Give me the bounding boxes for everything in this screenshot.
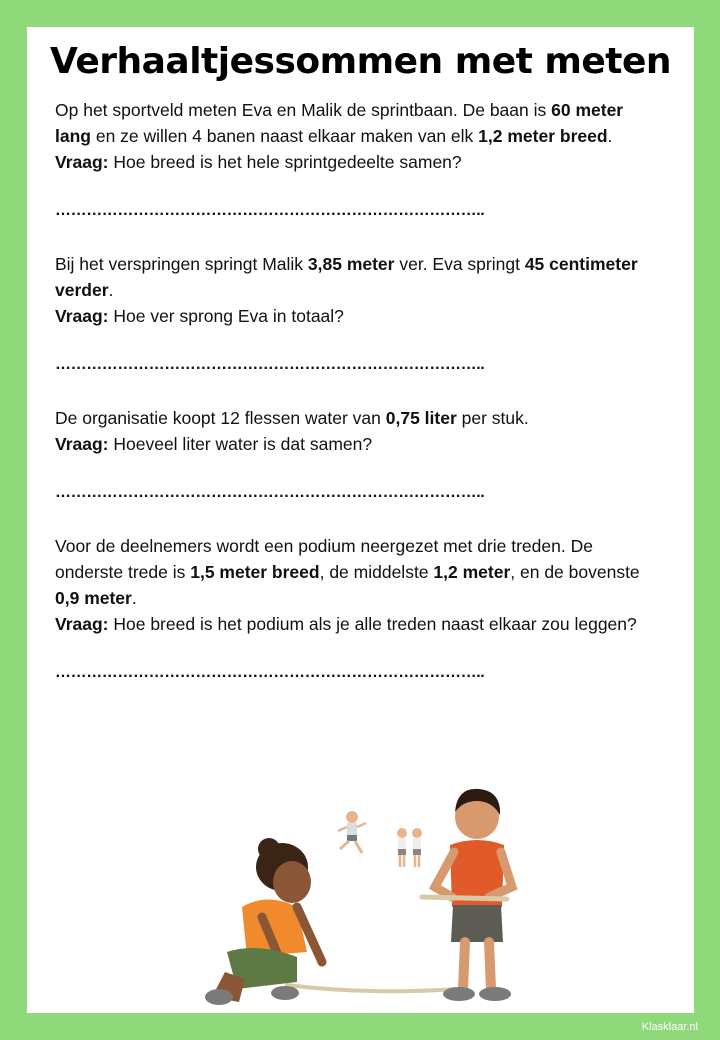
question-prompt: Vraag: Hoe ver sprong Eva in totaal?	[55, 306, 344, 326]
answer-line[interactable]: ………………………………………………………………………..	[55, 356, 485, 373]
brand-label: Klasklaar.nl	[641, 1021, 698, 1033]
page-title: Verhaaltjessommen met meten	[49, 41, 672, 82]
questions-list	[55, 97, 645, 683]
question-text: Bij het verspringen springt Malik 3,85 meter ver. Eva springt 45 centimeter verder.	[55, 254, 638, 300]
children-measuring-illustration	[167, 757, 527, 1007]
answer-line[interactable]: ………………………………………………………………………..	[55, 202, 485, 219]
question-text: Op het sportveld meten Eva en Malik de sprintbaan. De baan is 60 meter lang en ze willen 4 banen naast elkaar maken van elk 1,2 meter breed.	[55, 100, 624, 146]
question-block	[55, 97, 645, 221]
answer-line[interactable]: ………………………………………………………………………..	[55, 484, 485, 501]
question-block	[55, 405, 645, 503]
question-prompt: Vraag: Hoe breed is het hele sprintgedeelte samen?	[55, 152, 462, 172]
worksheet	[27, 27, 694, 1013]
question-prompt: Vraag: Hoe breed is het podium als je alle treden naast elkaar zou leggen?	[55, 614, 637, 634]
answer-line[interactable]: ………………………………………………………………………..	[55, 664, 485, 681]
question-block	[55, 251, 645, 375]
question-block	[55, 533, 645, 683]
question-prompt: Vraag: Hoeveel liter water is dat samen?	[55, 434, 373, 454]
question-text: De organisatie koopt 12 flessen water van 0,75 liter per stuk.	[55, 408, 529, 428]
question-text: Voor de deelnemers wordt een podium neergezet met drie treden. De onderste trede is 1,5 meter breed, de middelste 1,2 meter, en de bovenste 0,9 meter.	[55, 536, 640, 608]
